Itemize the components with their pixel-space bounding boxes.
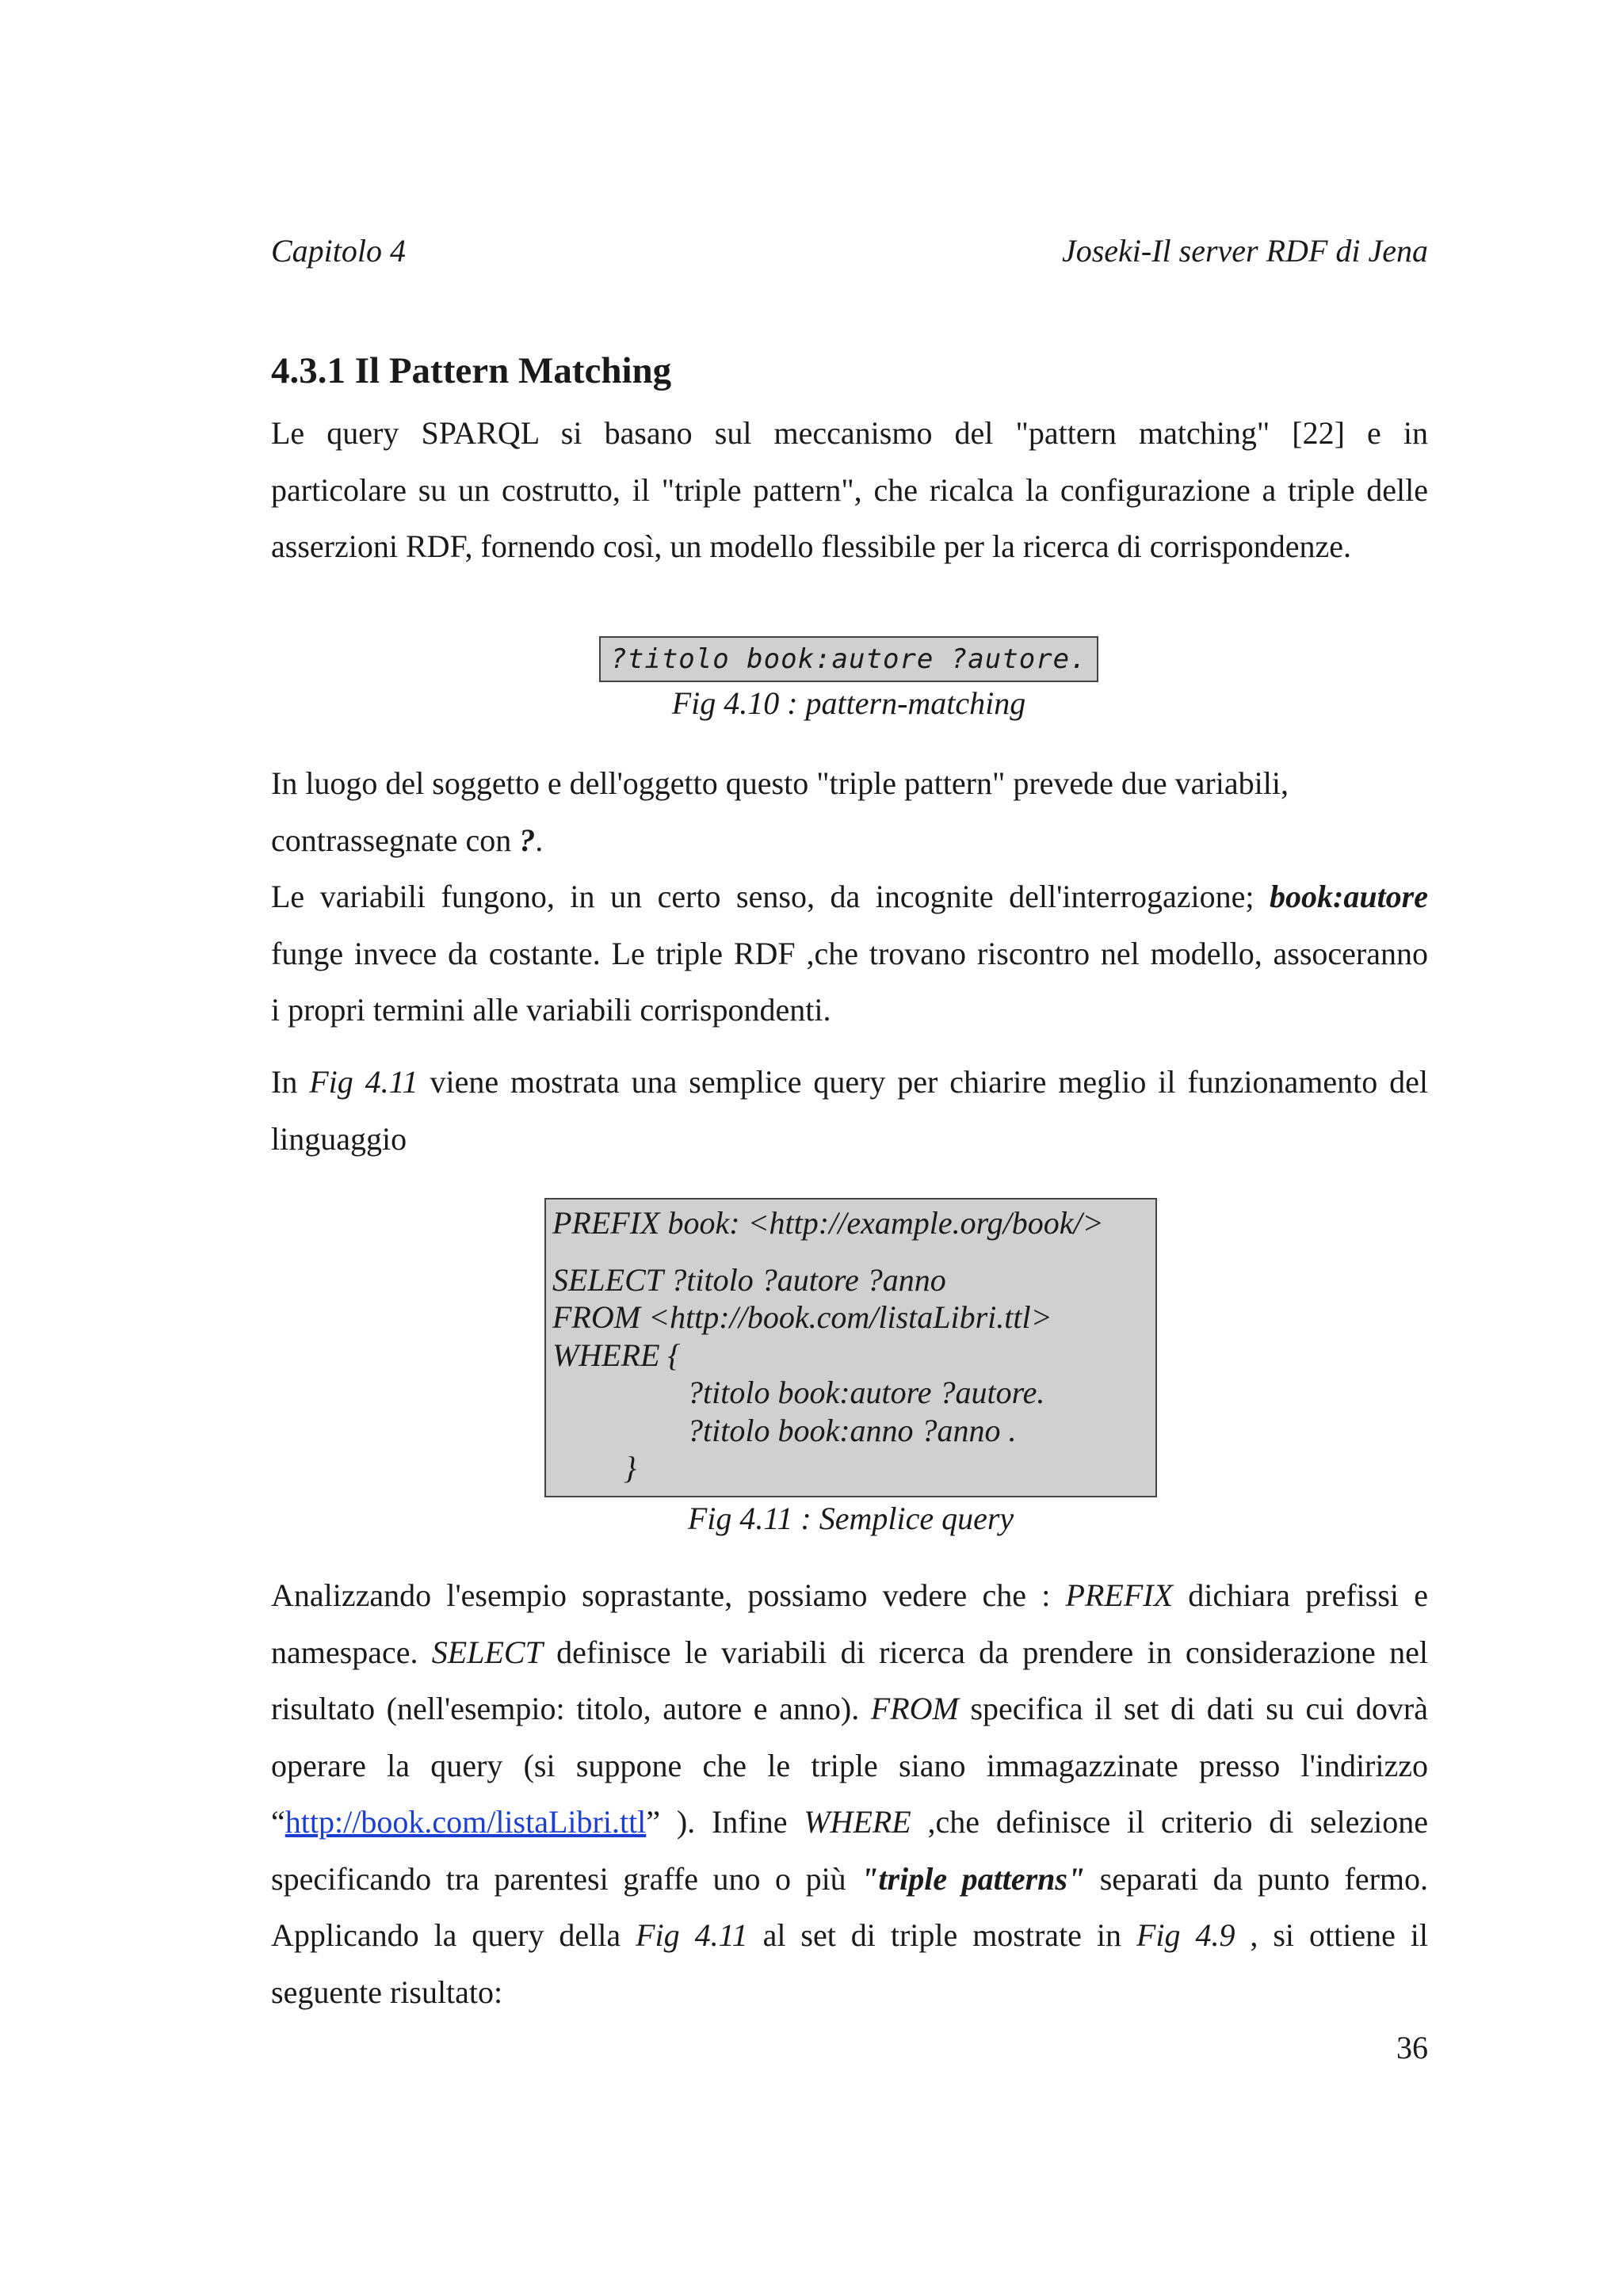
code-line: } — [552, 1450, 636, 1486]
paragraph-fig411-intro — [271, 1054, 1428, 1167]
paragraph-line: contrassegnate con ?. — [271, 822, 544, 858]
figure-caption-4-10: Fig 4.10 : pattern-matching — [671, 685, 1026, 721]
header-chapter: Capitolo 4 — [271, 233, 407, 269]
paragraph-line: particolare su un costrutto, il "triple pattern", che ricalca la configurazione a triple delle — [271, 471, 1428, 508]
paragraph-line: Le query SPARQL si basano sul meccanismo del "pattern matching" [22] e in — [271, 415, 1428, 451]
paragraph-line: i propri termini alle variabili corrispondenti. — [271, 992, 831, 1028]
paragraph-variables — [271, 755, 1428, 1039]
code-line: SELECT ?titolo ?autore ?anno — [552, 1261, 946, 1298]
code-line: ?titolo book:autore ?autore. — [552, 1375, 1045, 1410]
paragraph-line: specificando tra parentesi graffe uno o più "triple patterns" separati da punto fermo. — [271, 1860, 1429, 1897]
code-line: FROM <http://book.com/listaLibri.ttl> — [552, 1299, 1052, 1335]
code-box-query — [544, 1198, 1157, 1497]
dataset-link[interactable]: http://book.com/listaLibri.ttl — [285, 1804, 647, 1840]
paragraph-line: “http://book.com/listaLibri.ttl” ). Infine WHERE ,che definisce il criterio di selezione — [271, 1804, 1428, 1840]
paragraph-line: risultato (nell'esempio: titolo, autore e anno). FROM specifica il set di dati su cui dovrà — [271, 1691, 1428, 1726]
paragraph-line: asserzioni RDF, fornendo così, un modello flessibile per la ricerca di corrispondenze. — [271, 528, 1352, 564]
figure-caption-4-11: Fig 4.11 : Semplice query — [687, 1501, 1014, 1536]
code-line: PREFIX book: <http://example.org/book/> — [552, 1205, 1104, 1241]
paragraph-line: operare la query (si suppone che le triple siano immagazzinate presso l'indirizzo — [271, 1747, 1428, 1783]
paragraph-line: funge invece da costante. Le triple RDF ,che trovano riscontro nel modello, assoceranno — [271, 935, 1428, 971]
paragraph-line: Applicando la query della Fig 4.11 al set di triple mostrate in Fig 4.9 , si ottiene il — [271, 1917, 1429, 1953]
paragraph-line: linguaggio — [271, 1120, 407, 1157]
paragraph-line: Analizzando l'esempio soprastante, possiamo vedere che : PREFIX dichiara prefissi e — [271, 1577, 1428, 1613]
code-line: WHERE { — [552, 1337, 681, 1373]
paragraph-line: Le variabili fungono, in un certo senso, da incognite dell'interrogazione; book:autore — [271, 879, 1428, 914]
paragraph-line: namespace. SELECT definisce le variabili di ricerca da prendere in considerazione nel — [271, 1634, 1428, 1670]
paragraph-analysis — [271, 1567, 1428, 2020]
paragraph-line: seguente risultato: — [271, 1974, 503, 2010]
header-title: Joseki-Il server RDF di Jena — [1061, 233, 1428, 269]
paragraph-line: In luogo del soggetto e dell'oggetto questo "triple pattern" prevede due variabili, — [271, 765, 1289, 801]
variable-symbol: ? — [519, 822, 536, 858]
code-box-pattern: ?titolo book:autore ?autore. — [599, 636, 1098, 682]
section-title: 4.3.1 Il Pattern Matching — [271, 350, 672, 391]
page-number: 36 — [1396, 2030, 1428, 2065]
paragraph-line: In Fig 4.11 viene mostrata una semplice query per chiarire meglio il funzionamento del — [271, 1064, 1429, 1100]
bold-term: book:autore — [1270, 879, 1428, 914]
paragraph-intro — [271, 405, 1428, 575]
code-line: ?titolo book:anno ?anno . — [552, 1412, 1017, 1448]
